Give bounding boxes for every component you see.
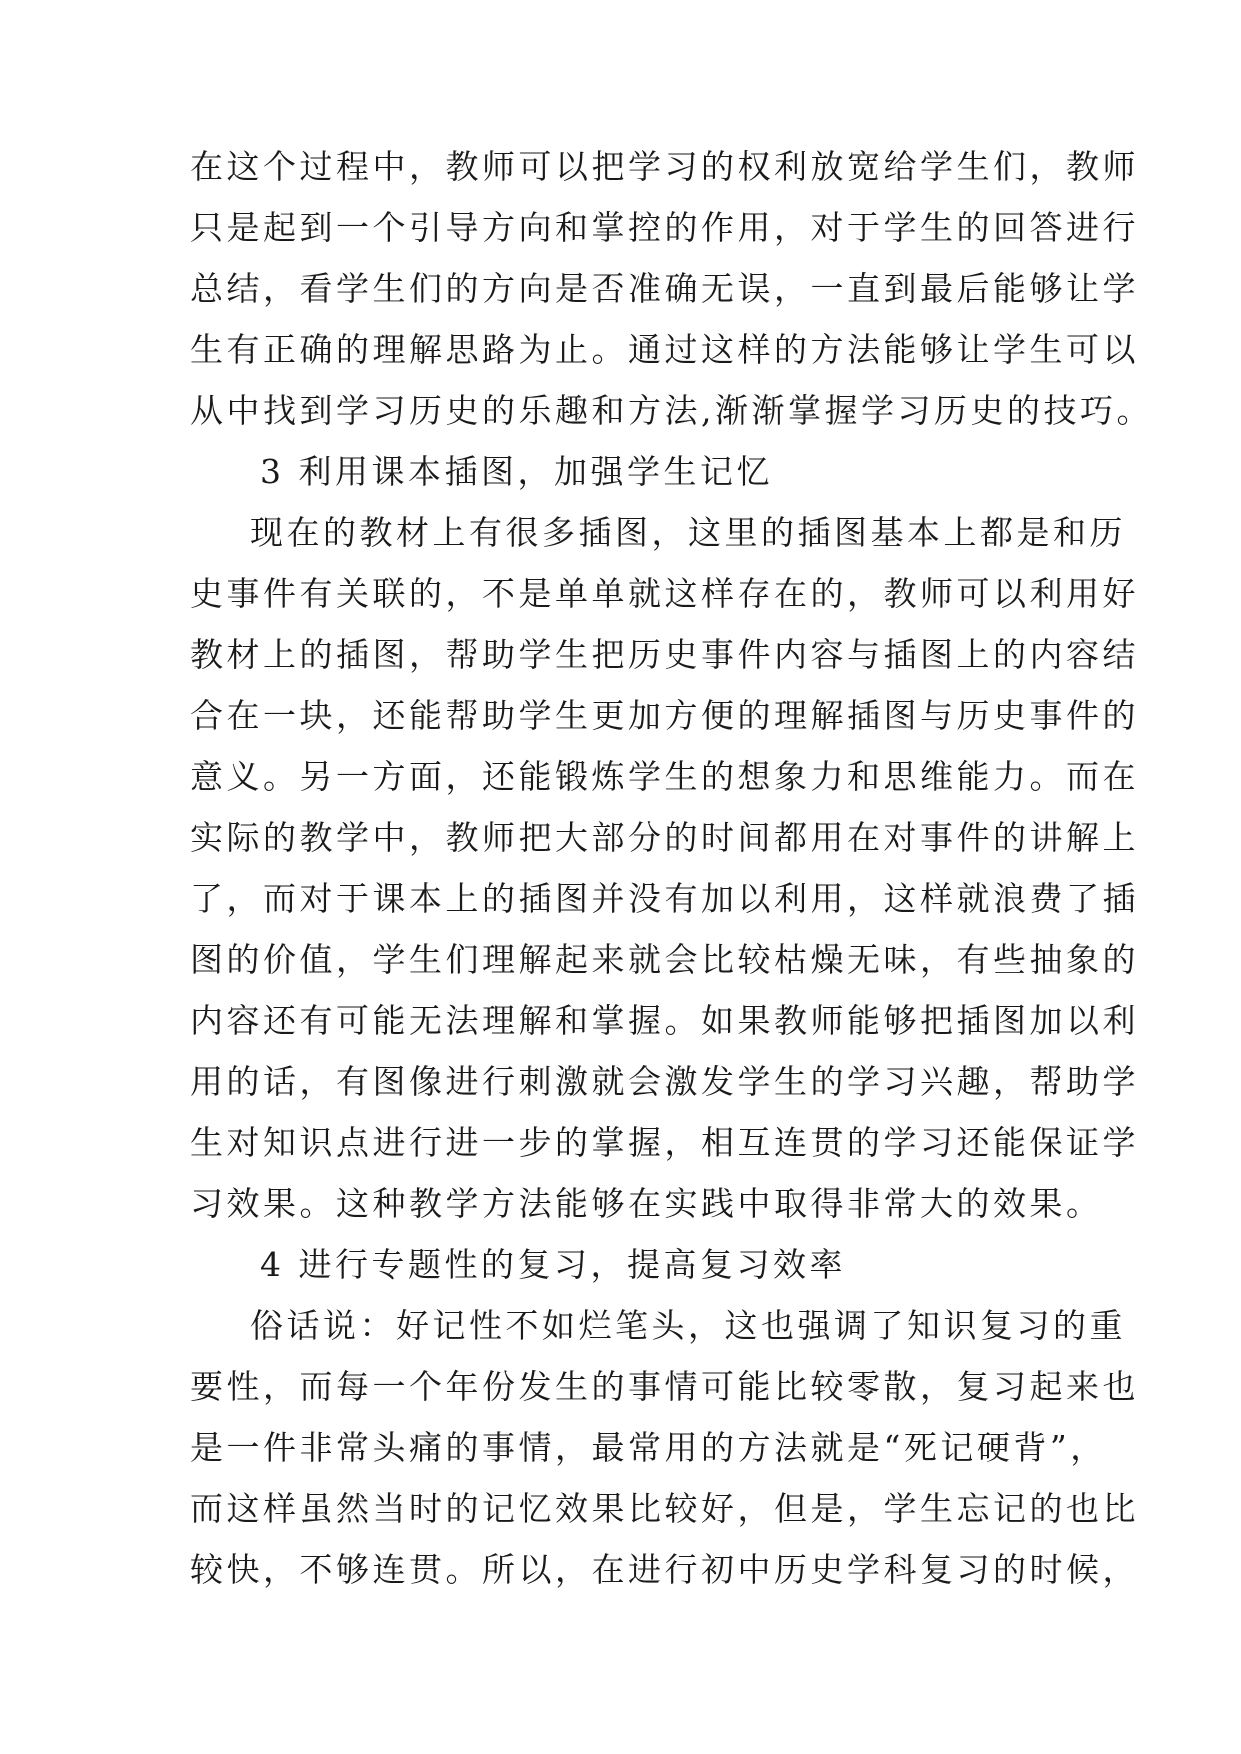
text-line: 意义。另一方面，还能锻炼学生的想象力和思维能力。而在	[190, 757, 1139, 796]
text-line: 图的价值，学生们理解起来就会比较枯燥无味，有些抽象的	[190, 940, 1139, 979]
text-line: 教材上的插图，帮助学生把历史事件内容与插图上的内容结	[190, 635, 1139, 674]
text-line: 较快，不够连贯。所以，在进行初中历史学科复习的时候，	[190, 1550, 1139, 1589]
text-line: 而这样虽然当时的记忆效果比较好，但是，学生忘记的也比	[190, 1489, 1139, 1528]
text-line: 只是起到一个引导方向和掌控的作用，对于学生的回答进行	[190, 208, 1139, 247]
section-heading-4: 4 进行专题性的复习，提高复习效率	[260, 1245, 846, 1284]
text-line: 实际的教学中，教师把大部分的时间都用在对事件的讲解上	[190, 818, 1139, 857]
text-line: 合在一块，还能帮助学生更加方便的理解插图与历史事件的	[190, 696, 1139, 735]
text-line: 是一件非常头痛的事情，最常用的方法就是“死记硬背”，	[190, 1428, 1107, 1467]
text-line: 用的话，有图像进行刺激就会激发学生的学习兴趣，帮助学	[190, 1062, 1139, 1101]
text-line: 俗话说：好记性不如烂笔头，这也强调了知识复习的重	[250, 1306, 1126, 1345]
text-line: 现在的教材上有很多插图，这里的插图基本上都是和历	[250, 513, 1126, 552]
text-line: 生对知识点进行进一步的掌握，相互连贯的学习还能保证学	[190, 1123, 1139, 1162]
text-line: 要性，而每一个年份发生的事情可能比较零散，复习起来也	[190, 1367, 1139, 1406]
text-line: 习效果。这种教学方法能够在实践中取得非常大的效果。	[190, 1184, 1103, 1223]
section-heading-3: 3 利用课本插图，加强学生记忆	[260, 452, 773, 491]
text-line: 了，而对于课本上的插图并没有加以利用，这样就浪费了插	[190, 879, 1139, 918]
text-line: 在这个过程中，教师可以把学习的权利放宽给学生们，教师	[190, 147, 1139, 186]
text-line: 从中找到学习历史的乐趣和方法,渐渐掌握学习历史的技巧。	[190, 391, 1153, 430]
text-line: 生有正确的理解思路为止。通过这样的方法能够让学生可以	[190, 330, 1139, 369]
text-line: 总结，看学生们的方向是否准确无误，一直到最后能够让学	[190, 269, 1139, 308]
body-text	[190, 136, 1153, 1600]
text-line: 内容还有可能无法理解和掌握。如果教师能够把插图加以利	[190, 1001, 1139, 1040]
text-line: 史事件有关联的，不是单单就这样存在的，教师可以利用好	[190, 574, 1139, 613]
